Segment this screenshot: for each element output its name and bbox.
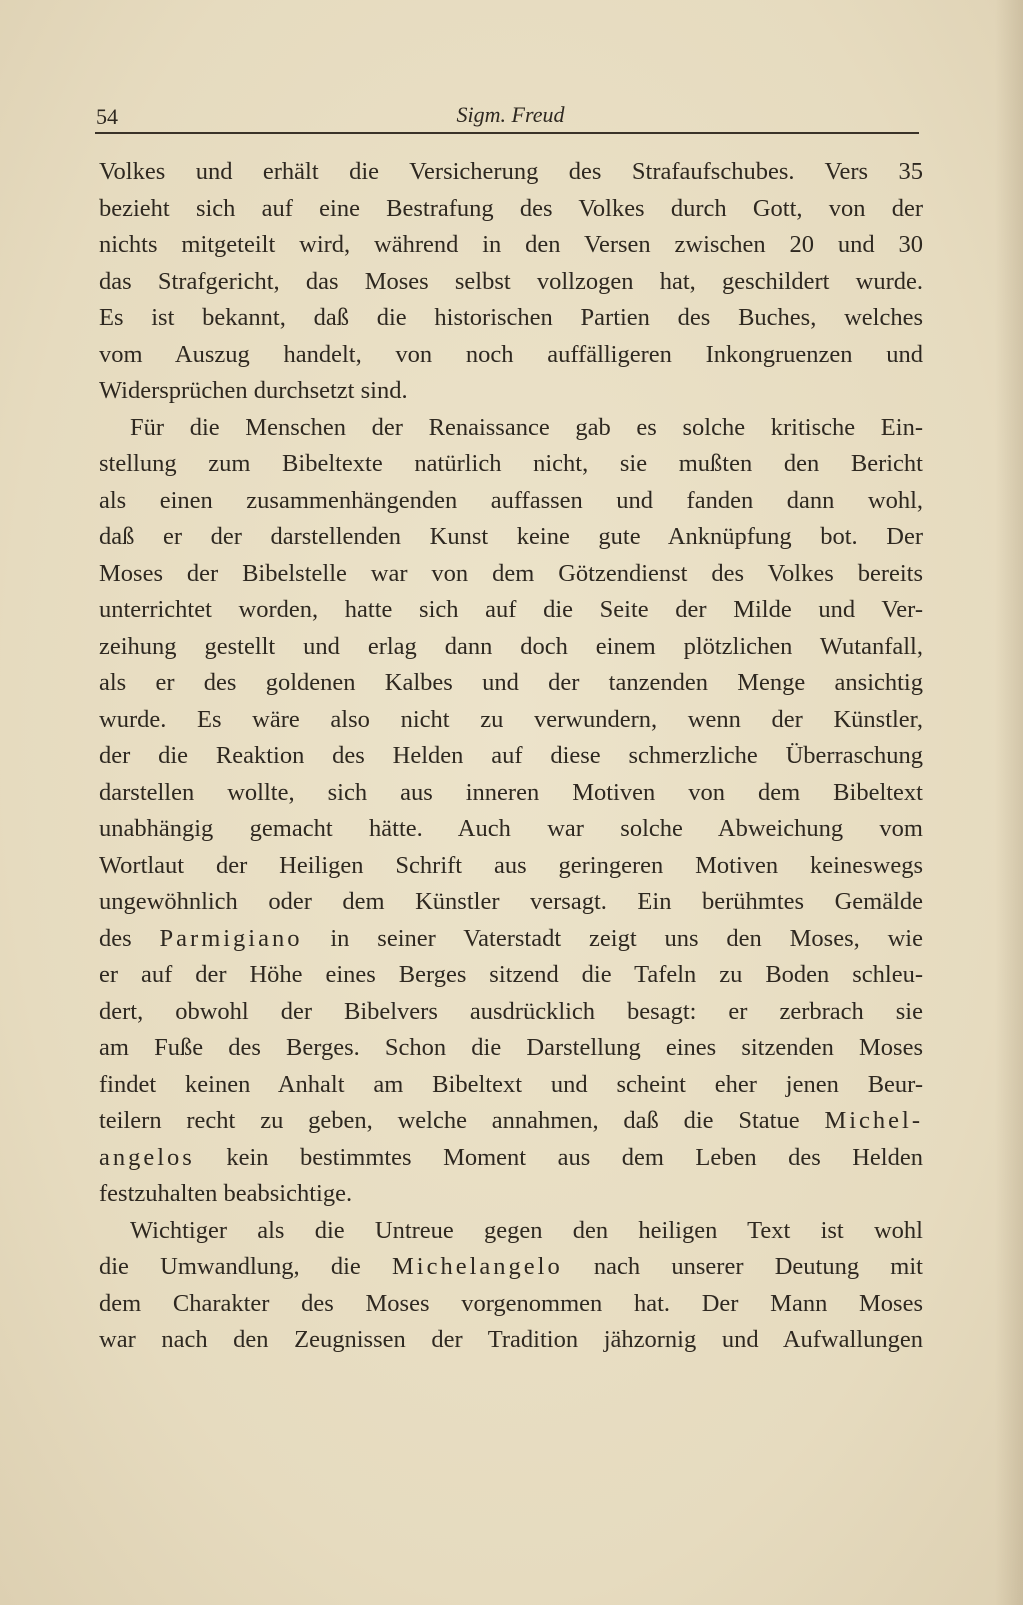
text-segment: Widersprüchen durchsetzt sind. <box>99 377 408 404</box>
text-segment: Wortlaut der Heiligen Schrift aus geringeren Motiven keineswegs <box>99 851 923 879</box>
text-line <box>99 1103 923 1140</box>
text-segment: vom Auszug handelt, von noch auffälligeren Inkongruenzen und <box>99 340 923 368</box>
text-segment: nichts mitgeteilt wird, während in den Versen zwischen 20 und 30 <box>99 231 923 258</box>
text-segment: unterrichtet worden, hatte sich auf die Seite der Milde und Ver- <box>99 596 923 623</box>
text-line <box>99 665 923 702</box>
text-segment: daß er der darstellenden Kunst keine gute Anknüpfung bot. Der <box>99 523 923 550</box>
text-line <box>99 556 923 593</box>
text-segment: bezieht sich auf eine Bestrafung des Volkes durch Gott, von der <box>99 194 923 222</box>
text-line <box>99 921 923 958</box>
text-line <box>99 264 923 301</box>
text-segment: des <box>99 924 160 952</box>
text-line <box>99 1140 923 1177</box>
text-segment: der die Reaktion des Helden auf diese schmerzliche Überraschung <box>99 742 923 769</box>
text-segment: stellung zum Bibeltexte natürlich nicht, sie mußten den Bericht <box>99 450 923 477</box>
text-line <box>99 483 923 520</box>
text-line <box>99 1322 923 1359</box>
body-text <box>99 154 923 1359</box>
text-line <box>99 154 923 191</box>
text-segment: festzuhalten beabsichtige. <box>99 1180 353 1207</box>
text-segment: am Fuße des Berges. Schon die Darstellung eines sitzenden Moses <box>99 1034 923 1061</box>
emphasized-name: Michelangelo <box>392 1253 563 1280</box>
text-segment: er auf der Höhe eines Berges sitzend die Tafeln zu Boden schleu- <box>99 961 923 988</box>
text-line <box>99 373 923 410</box>
text-segment: Volkes und erhält die Versicherung des Strafaufschubes. Vers 35 <box>99 158 923 185</box>
text-line <box>99 337 923 374</box>
text-segment: findet keinen Anhalt am Bibeltext und scheint eher jenen Beur- <box>99 1070 923 1098</box>
text-segment: wurde. Es wäre also nicht zu verwundern, wenn der Künstler, <box>99 705 923 733</box>
text-segment: zeihung gestellt und erlag dann doch einem plötzlichen Wutanfall, <box>99 632 923 660</box>
text-segment: unabhängig gemacht hätte. Auch war solche Abweichung vom <box>99 815 923 842</box>
text-line <box>99 519 923 556</box>
emphasized-name: Parmigiano <box>159 924 303 952</box>
text-line <box>99 1067 923 1104</box>
emphasized-name: angelos <box>99 1143 195 1171</box>
text-line <box>99 191 923 228</box>
page-number: 54 <box>96 104 118 129</box>
text-line <box>99 1286 923 1323</box>
text-line <box>99 738 923 775</box>
text-segment: als einen zusammenhängenden auffassen und fanden dann wohl, <box>99 486 923 514</box>
text-segment: kein bestimmtes Moment aus dem Leben des Helden <box>194 1143 923 1171</box>
text-line <box>99 227 923 264</box>
text-line <box>99 592 923 629</box>
running-title <box>0 102 1023 128</box>
text-line <box>99 957 923 994</box>
text-line <box>99 811 923 848</box>
text-segment: war nach den Zeugnissen der Tradition jähzornig und Aufwallungen <box>99 1326 923 1353</box>
text-line <box>99 848 923 885</box>
text-segment: Für die Menschen der Renaissance gab es solche kritische Ein- <box>130 413 923 441</box>
text-line <box>99 410 923 447</box>
text-line <box>99 1176 923 1213</box>
text-segment: ungewöhnlich oder dem Künstler versagt. Ein berühmtes Gemälde <box>99 888 923 915</box>
text-line <box>99 629 923 666</box>
text-line <box>99 300 923 337</box>
text-line <box>99 1213 923 1250</box>
text-line <box>99 1249 923 1286</box>
text-line <box>99 994 923 1031</box>
text-segment: nach unserer Deutung mit <box>562 1253 923 1280</box>
text-segment: Es ist bekannt, daß die historischen Partien des Buches, welches <box>99 304 923 331</box>
text-segment: dert, obwohl der Bibelvers ausdrücklich besagt: er zerbrach sie <box>99 997 923 1025</box>
text-segment: Moses der Bibelstelle war von dem Götzendienst des Volkes bereits <box>99 559 923 587</box>
page-edge-shadow <box>995 0 1023 1605</box>
text-segment: darstellen wollte, sich aus inneren Motiven von dem Bibeltext <box>99 778 923 806</box>
text-line <box>99 446 923 483</box>
text-segment: teilern recht zu geben, welche annahmen, daß die Statue <box>99 1107 825 1134</box>
text-line <box>99 1030 923 1067</box>
running-title-text: Sigm. Freud <box>456 102 565 127</box>
text-line <box>99 702 923 739</box>
emphasized-name: Michel- <box>824 1107 923 1134</box>
text-line <box>99 884 923 921</box>
text-segment: in seiner Vaterstadt zeigt uns den Moses, wie <box>302 924 923 952</box>
text-segment: Wichtiger als die Untreue gegen den heiligen Text ist wohl <box>130 1216 923 1244</box>
text-segment: dem Charakter des Moses vorgenommen hat. Der Mann Moses <box>99 1289 923 1317</box>
text-line <box>99 775 923 812</box>
text-segment: als er des goldenen Kalbes und der tanzenden Menge ansichtig <box>99 669 923 696</box>
header-rule <box>95 132 919 134</box>
text-segment: die Umwandlung, die <box>99 1253 393 1280</box>
text-segment: das Strafgericht, das Moses selbst vollzogen hat, geschildert wurde. <box>99 267 923 295</box>
